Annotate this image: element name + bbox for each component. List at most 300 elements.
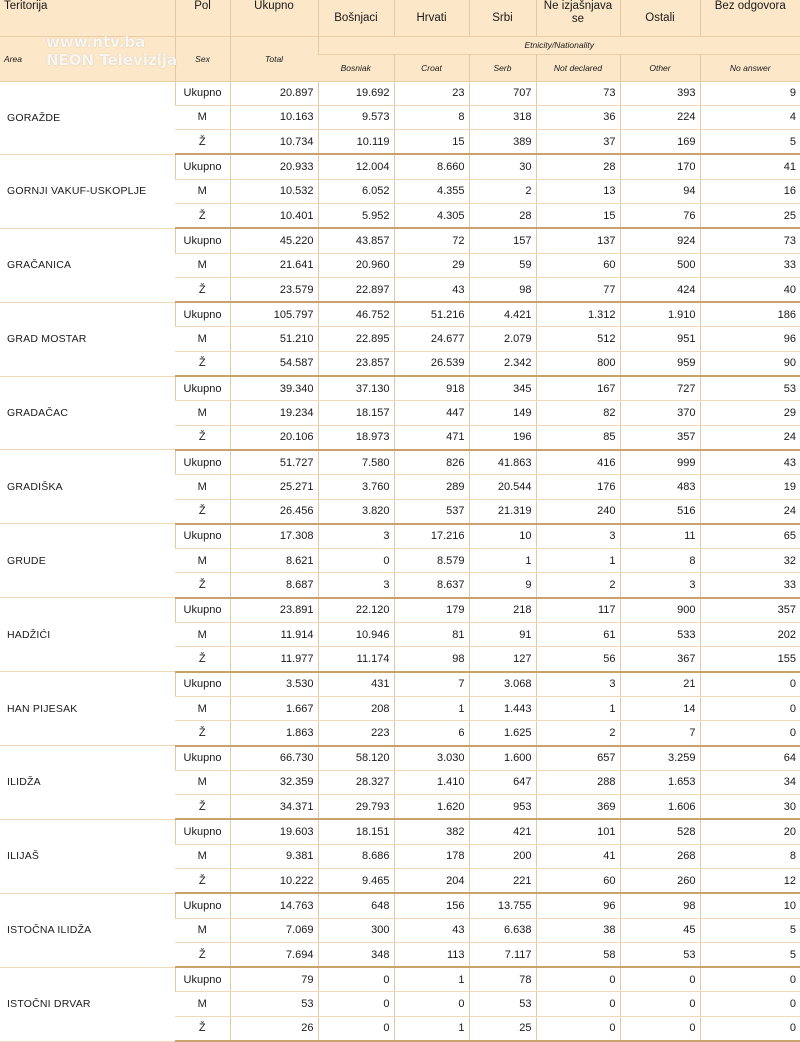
value-cell: 78 bbox=[469, 967, 536, 992]
value-cell: 37 bbox=[536, 130, 620, 155]
value-cell: 20.106 bbox=[230, 425, 318, 450]
value-cell: 1.443 bbox=[469, 696, 536, 720]
sex-cell: Ž bbox=[175, 425, 230, 450]
value-cell: 29 bbox=[394, 253, 469, 277]
sex-cell: M bbox=[175, 179, 230, 203]
value-cell: 85 bbox=[536, 425, 620, 450]
sex-cell: Ž bbox=[175, 795, 230, 820]
value-cell: 17.216 bbox=[394, 524, 469, 549]
value-cell: 66.730 bbox=[230, 746, 318, 771]
value-cell: 23.579 bbox=[230, 277, 318, 302]
sex-cell: Ž bbox=[175, 499, 230, 524]
sex-cell: Ž bbox=[175, 203, 230, 228]
sex-cell: Ž bbox=[175, 277, 230, 302]
value-cell: 23.857 bbox=[318, 351, 394, 376]
area-header: Area bbox=[0, 36, 175, 81]
sex-cell: Ž bbox=[175, 130, 230, 155]
value-cell: 951 bbox=[620, 327, 700, 351]
value-cell: 59 bbox=[469, 253, 536, 277]
value-cell: 3 bbox=[318, 524, 394, 549]
value-cell: 4.421 bbox=[469, 302, 536, 327]
value-cell: 3.530 bbox=[230, 672, 318, 697]
value-cell: 43 bbox=[700, 450, 800, 475]
value-cell: 707 bbox=[469, 81, 536, 105]
value-cell: 23 bbox=[394, 81, 469, 105]
sex-cell: Ukupno bbox=[175, 672, 230, 697]
value-cell: 8 bbox=[394, 105, 469, 129]
value-cell: 20.897 bbox=[230, 81, 318, 105]
value-cell: 2 bbox=[536, 721, 620, 746]
value-cell: 43 bbox=[394, 918, 469, 942]
value-cell: 268 bbox=[620, 844, 700, 868]
value-cell: 149 bbox=[469, 401, 536, 425]
other-header: Ostali bbox=[620, 0, 700, 36]
area-name: GRUDE bbox=[0, 524, 175, 598]
value-cell: 200 bbox=[469, 844, 536, 868]
value-cell: 24 bbox=[700, 499, 800, 524]
value-cell: 0 bbox=[620, 1016, 700, 1041]
value-cell: 51.210 bbox=[230, 327, 318, 351]
area-name: GRAD MOSTAR bbox=[0, 302, 175, 376]
value-cell: 218 bbox=[469, 598, 536, 623]
value-cell: 155 bbox=[700, 647, 800, 672]
table-row bbox=[0, 598, 800, 623]
value-cell: 10.734 bbox=[230, 130, 318, 155]
table-row bbox=[0, 376, 800, 401]
croat-header-en: Croat bbox=[394, 54, 469, 81]
value-cell: 65 bbox=[700, 524, 800, 549]
value-cell: 9 bbox=[700, 81, 800, 105]
value-cell: 90 bbox=[700, 351, 800, 376]
value-cell: 1 bbox=[536, 696, 620, 720]
value-cell: 79 bbox=[230, 967, 318, 992]
sex-cell: Ukupno bbox=[175, 228, 230, 253]
area-name: GRADIŠKA bbox=[0, 450, 175, 524]
value-cell: 533 bbox=[620, 623, 700, 647]
value-cell: 76 bbox=[620, 203, 700, 228]
value-cell: 20.960 bbox=[318, 253, 394, 277]
value-cell: 7.580 bbox=[318, 450, 394, 475]
value-cell: 289 bbox=[394, 475, 469, 499]
not-declared-header-en: Not declared bbox=[536, 54, 620, 81]
value-cell: 51.727 bbox=[230, 450, 318, 475]
value-cell: 1.910 bbox=[620, 302, 700, 327]
value-cell: 28.327 bbox=[318, 770, 394, 794]
sex-cell: Ž bbox=[175, 942, 230, 967]
value-cell: 3.068 bbox=[469, 672, 536, 697]
value-cell: 7 bbox=[620, 721, 700, 746]
value-cell: 39.340 bbox=[230, 376, 318, 401]
value-cell: 25 bbox=[469, 1016, 536, 1041]
sex-cell: Ž bbox=[175, 1016, 230, 1041]
value-cell: 45.220 bbox=[230, 228, 318, 253]
value-cell: 1.410 bbox=[394, 770, 469, 794]
value-cell: 81 bbox=[394, 623, 469, 647]
area-name: HAN PIJESAK bbox=[0, 672, 175, 746]
value-cell: 117 bbox=[536, 598, 620, 623]
value-cell: 98 bbox=[469, 277, 536, 302]
value-cell: 137 bbox=[536, 228, 620, 253]
table-row bbox=[0, 672, 800, 697]
value-cell: 10.163 bbox=[230, 105, 318, 129]
value-cell: 202 bbox=[700, 623, 800, 647]
value-cell: 179 bbox=[394, 598, 469, 623]
sex-cell: Ukupno bbox=[175, 967, 230, 992]
value-cell: 20.933 bbox=[230, 154, 318, 179]
sex-cell: Ž bbox=[175, 721, 230, 746]
value-cell: 2 bbox=[536, 573, 620, 598]
value-cell: 924 bbox=[620, 228, 700, 253]
value-cell: 19.234 bbox=[230, 401, 318, 425]
value-cell: 29.793 bbox=[318, 795, 394, 820]
value-cell: 208 bbox=[318, 696, 394, 720]
table-row bbox=[0, 967, 800, 992]
value-cell: 288 bbox=[536, 770, 620, 794]
value-cell: 56 bbox=[536, 647, 620, 672]
sex-cell: M bbox=[175, 253, 230, 277]
value-cell: 38 bbox=[536, 918, 620, 942]
value-cell: 77 bbox=[536, 277, 620, 302]
value-cell: 3 bbox=[536, 672, 620, 697]
value-cell: 11.174 bbox=[318, 647, 394, 672]
serb-header: Srbi bbox=[469, 0, 536, 36]
value-cell: 2 bbox=[469, 179, 536, 203]
value-cell: 15 bbox=[536, 203, 620, 228]
value-cell: 953 bbox=[469, 795, 536, 820]
sex-cell: Ž bbox=[175, 647, 230, 672]
value-cell: 40 bbox=[700, 277, 800, 302]
value-cell: 53 bbox=[620, 942, 700, 967]
value-cell: 421 bbox=[469, 819, 536, 844]
value-cell: 113 bbox=[394, 942, 469, 967]
value-cell: 43 bbox=[394, 277, 469, 302]
value-cell: 22.120 bbox=[318, 598, 394, 623]
value-cell: 1 bbox=[536, 549, 620, 573]
value-cell: 369 bbox=[536, 795, 620, 820]
sex-cell: Ukupno bbox=[175, 376, 230, 401]
value-cell: 24.677 bbox=[394, 327, 469, 351]
sex-header-en: Sex bbox=[175, 36, 230, 81]
sex-cell: Ukupno bbox=[175, 524, 230, 549]
value-cell: 8 bbox=[620, 549, 700, 573]
sex-cell: M bbox=[175, 623, 230, 647]
value-cell: 21.319 bbox=[469, 499, 536, 524]
value-cell: 14 bbox=[620, 696, 700, 720]
value-cell: 240 bbox=[536, 499, 620, 524]
value-cell: 4.355 bbox=[394, 179, 469, 203]
value-cell: 91 bbox=[469, 623, 536, 647]
value-cell: 169 bbox=[620, 130, 700, 155]
table-row bbox=[0, 228, 800, 253]
value-cell: 196 bbox=[469, 425, 536, 450]
sex-cell: M bbox=[175, 844, 230, 868]
value-cell: 3 bbox=[536, 524, 620, 549]
value-cell: 101 bbox=[536, 819, 620, 844]
value-cell: 3.259 bbox=[620, 746, 700, 771]
value-cell: 1 bbox=[469, 549, 536, 573]
sex-cell: Ukupno bbox=[175, 450, 230, 475]
value-cell: 26.539 bbox=[394, 351, 469, 376]
table-row bbox=[0, 154, 800, 179]
table-row bbox=[0, 81, 800, 105]
value-cell: 512 bbox=[536, 327, 620, 351]
watermark-line-1: www.ntv.ba bbox=[46, 33, 146, 51]
value-cell: 157 bbox=[469, 228, 536, 253]
value-cell: 33 bbox=[700, 253, 800, 277]
value-cell: 1.606 bbox=[620, 795, 700, 820]
no-answer-header: Bez odgovora bbox=[700, 0, 800, 36]
value-cell: 1 bbox=[394, 967, 469, 992]
value-cell: 21 bbox=[620, 672, 700, 697]
value-cell: 20 bbox=[700, 819, 800, 844]
value-cell: 7.694 bbox=[230, 942, 318, 967]
value-cell: 20.544 bbox=[469, 475, 536, 499]
value-cell: 18.157 bbox=[318, 401, 394, 425]
value-cell: 727 bbox=[620, 376, 700, 401]
sex-cell: M bbox=[175, 549, 230, 573]
value-cell: 9 bbox=[469, 573, 536, 598]
value-cell: 0 bbox=[700, 672, 800, 697]
table-header bbox=[0, 0, 800, 81]
bosniak-header: Bošnjaci bbox=[318, 0, 394, 36]
value-cell: 0 bbox=[536, 967, 620, 992]
value-cell: 8.686 bbox=[318, 844, 394, 868]
sex-cell: Ukupno bbox=[175, 746, 230, 771]
value-cell: 0 bbox=[700, 721, 800, 746]
value-cell: 21.641 bbox=[230, 253, 318, 277]
value-cell: 13 bbox=[536, 179, 620, 203]
value-cell: 32.359 bbox=[230, 770, 318, 794]
value-cell: 24 bbox=[700, 425, 800, 450]
value-cell: 918 bbox=[394, 376, 469, 401]
value-cell: 959 bbox=[620, 351, 700, 376]
value-cell: 64 bbox=[700, 746, 800, 771]
value-cell: 22.895 bbox=[318, 327, 394, 351]
value-cell: 186 bbox=[700, 302, 800, 327]
value-cell: 999 bbox=[620, 450, 700, 475]
value-cell: 1.667 bbox=[230, 696, 318, 720]
value-cell: 10.946 bbox=[318, 623, 394, 647]
value-cell: 10 bbox=[469, 524, 536, 549]
value-cell: 19.603 bbox=[230, 819, 318, 844]
value-cell: 1.312 bbox=[536, 302, 620, 327]
sex-cell: M bbox=[175, 105, 230, 129]
table-body bbox=[0, 81, 800, 1041]
value-cell: 170 bbox=[620, 154, 700, 179]
table-row bbox=[0, 746, 800, 771]
value-cell: 7.117 bbox=[469, 942, 536, 967]
value-cell: 46.752 bbox=[318, 302, 394, 327]
value-cell: 12 bbox=[700, 869, 800, 894]
value-cell: 393 bbox=[620, 81, 700, 105]
value-cell: 826 bbox=[394, 450, 469, 475]
value-cell: 1.620 bbox=[394, 795, 469, 820]
total-header-en: Total bbox=[230, 36, 318, 81]
value-cell: 53 bbox=[469, 992, 536, 1016]
table-row bbox=[0, 819, 800, 844]
value-cell: 2.079 bbox=[469, 327, 536, 351]
value-cell: 41 bbox=[536, 844, 620, 868]
value-cell: 8 bbox=[700, 844, 800, 868]
value-cell: 30 bbox=[700, 795, 800, 820]
value-cell: 657 bbox=[536, 746, 620, 771]
value-cell: 16 bbox=[700, 179, 800, 203]
total-header: Ukupno bbox=[230, 0, 318, 36]
area-name: GORAŽDE bbox=[0, 81, 175, 154]
area-name: GORNJI VAKUF-USKOPLJE bbox=[0, 154, 175, 228]
area-name: ILIDŽA bbox=[0, 746, 175, 820]
value-cell: 345 bbox=[469, 376, 536, 401]
not-declared-header: Ne izjašnjava se bbox=[536, 0, 620, 36]
value-cell: 54.587 bbox=[230, 351, 318, 376]
value-cell: 0 bbox=[700, 992, 800, 1016]
area-name: ILIJAŠ bbox=[0, 819, 175, 893]
value-cell: 1 bbox=[394, 696, 469, 720]
value-cell: 43.857 bbox=[318, 228, 394, 253]
value-cell: 367 bbox=[620, 647, 700, 672]
value-cell: 300 bbox=[318, 918, 394, 942]
area-name: ISTOČNA ILIDŽA bbox=[0, 893, 175, 967]
value-cell: 105.797 bbox=[230, 302, 318, 327]
value-cell: 5 bbox=[700, 942, 800, 967]
value-cell: 156 bbox=[394, 893, 469, 918]
table-row bbox=[0, 450, 800, 475]
value-cell: 36 bbox=[536, 105, 620, 129]
sex-cell: M bbox=[175, 696, 230, 720]
value-cell: 167 bbox=[536, 376, 620, 401]
value-cell: 7 bbox=[394, 672, 469, 697]
sex-cell: Ukupno bbox=[175, 81, 230, 105]
value-cell: 28 bbox=[469, 203, 536, 228]
value-cell: 357 bbox=[700, 598, 800, 623]
table-row bbox=[0, 893, 800, 918]
value-cell: 1.653 bbox=[620, 770, 700, 794]
value-cell: 53 bbox=[700, 376, 800, 401]
value-cell: 22.897 bbox=[318, 277, 394, 302]
sex-cell: M bbox=[175, 918, 230, 942]
value-cell: 19 bbox=[700, 475, 800, 499]
sex-cell: M bbox=[175, 401, 230, 425]
value-cell: 60 bbox=[536, 869, 620, 894]
value-cell: 648 bbox=[318, 893, 394, 918]
value-cell: 416 bbox=[536, 450, 620, 475]
value-cell: 127 bbox=[469, 647, 536, 672]
value-cell: 41.863 bbox=[469, 450, 536, 475]
value-cell: 82 bbox=[536, 401, 620, 425]
value-cell: 500 bbox=[620, 253, 700, 277]
value-cell: 32 bbox=[700, 549, 800, 573]
value-cell: 0 bbox=[536, 992, 620, 1016]
table-row bbox=[0, 302, 800, 327]
no-answer-header-en: No answer bbox=[700, 54, 800, 81]
value-cell: 10.401 bbox=[230, 203, 318, 228]
value-cell: 8.579 bbox=[394, 549, 469, 573]
value-cell: 516 bbox=[620, 499, 700, 524]
value-cell: 60 bbox=[536, 253, 620, 277]
value-cell: 204 bbox=[394, 869, 469, 894]
value-cell: 17.308 bbox=[230, 524, 318, 549]
value-cell: 58 bbox=[536, 942, 620, 967]
value-cell: 6 bbox=[394, 721, 469, 746]
value-cell: 800 bbox=[536, 351, 620, 376]
sex-cell: Ž bbox=[175, 869, 230, 894]
value-cell: 900 bbox=[620, 598, 700, 623]
value-cell: 8.637 bbox=[394, 573, 469, 598]
sex-cell: M bbox=[175, 327, 230, 351]
value-cell: 6.638 bbox=[469, 918, 536, 942]
value-cell: 30 bbox=[469, 154, 536, 179]
value-cell: 0 bbox=[318, 549, 394, 573]
value-cell: 0 bbox=[620, 967, 700, 992]
value-cell: 0 bbox=[700, 1016, 800, 1041]
value-cell: 6.052 bbox=[318, 179, 394, 203]
value-cell: 10.119 bbox=[318, 130, 394, 155]
value-cell: 37.130 bbox=[318, 376, 394, 401]
value-cell: 370 bbox=[620, 401, 700, 425]
value-cell: 26.456 bbox=[230, 499, 318, 524]
value-cell: 4 bbox=[700, 105, 800, 129]
value-cell: 94 bbox=[620, 179, 700, 203]
sex-cell: Ukupno bbox=[175, 893, 230, 918]
value-cell: 8.660 bbox=[394, 154, 469, 179]
area-name: GRAČANICA bbox=[0, 228, 175, 302]
other-header-en: Other bbox=[620, 54, 700, 81]
value-cell: 11 bbox=[620, 524, 700, 549]
value-cell: 348 bbox=[318, 942, 394, 967]
value-cell: 0 bbox=[700, 696, 800, 720]
value-cell: 0 bbox=[318, 992, 394, 1016]
value-cell: 3 bbox=[318, 573, 394, 598]
value-cell: 3.820 bbox=[318, 499, 394, 524]
value-cell: 58.120 bbox=[318, 746, 394, 771]
value-cell: 0 bbox=[536, 1016, 620, 1041]
value-cell: 5 bbox=[700, 918, 800, 942]
value-cell: 318 bbox=[469, 105, 536, 129]
value-cell: 72 bbox=[394, 228, 469, 253]
value-cell: 34.371 bbox=[230, 795, 318, 820]
sex-cell: M bbox=[175, 475, 230, 499]
sex-cell: Ž bbox=[175, 351, 230, 376]
sex-cell: Ukupno bbox=[175, 154, 230, 179]
value-cell: 176 bbox=[536, 475, 620, 499]
area-name: HADŽIĆI bbox=[0, 598, 175, 672]
value-cell: 178 bbox=[394, 844, 469, 868]
croat-header: Hrvati bbox=[394, 0, 469, 36]
value-cell: 221 bbox=[469, 869, 536, 894]
value-cell: 73 bbox=[536, 81, 620, 105]
sex-cell: Ukupno bbox=[175, 598, 230, 623]
value-cell: 9.573 bbox=[318, 105, 394, 129]
value-cell: 33 bbox=[700, 573, 800, 598]
value-cell: 223 bbox=[318, 721, 394, 746]
sex-cell: Ukupno bbox=[175, 302, 230, 327]
value-cell: 18.973 bbox=[318, 425, 394, 450]
value-cell: 4.305 bbox=[394, 203, 469, 228]
value-cell: 25 bbox=[700, 203, 800, 228]
value-cell: 61 bbox=[536, 623, 620, 647]
value-cell: 8.687 bbox=[230, 573, 318, 598]
value-cell: 0 bbox=[318, 1016, 394, 1041]
sex-cell: Ž bbox=[175, 573, 230, 598]
value-cell: 1.625 bbox=[469, 721, 536, 746]
sex-header: Pol bbox=[175, 0, 230, 36]
value-cell: 2.342 bbox=[469, 351, 536, 376]
value-cell: 96 bbox=[700, 327, 800, 351]
value-cell: 1.863 bbox=[230, 721, 318, 746]
value-cell: 28 bbox=[536, 154, 620, 179]
value-cell: 12.004 bbox=[318, 154, 394, 179]
value-cell: 10.222 bbox=[230, 869, 318, 894]
